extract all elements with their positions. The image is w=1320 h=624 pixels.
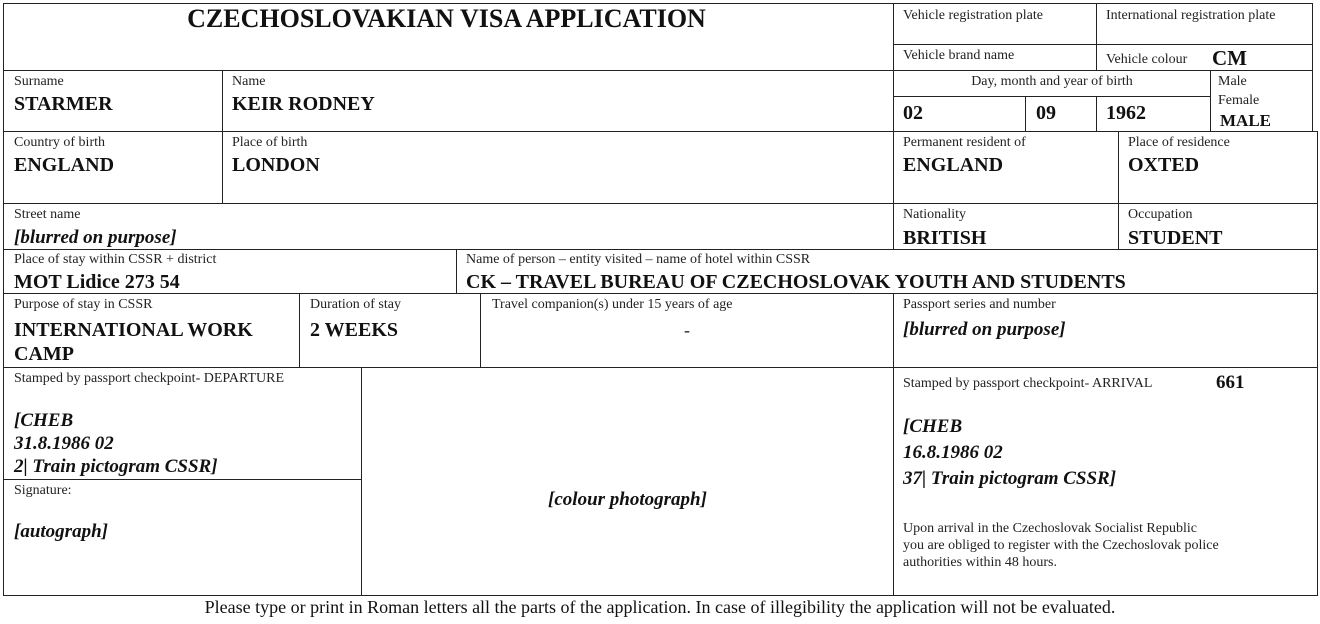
passport-label: Passport series and number: [903, 297, 1056, 312]
street-value: [blurred on purpose]: [14, 227, 177, 248]
photo-cell: [361, 367, 894, 596]
birth-year-value: 1962: [1106, 102, 1146, 124]
street-label: Street name: [14, 207, 81, 222]
sex-male-label: Male: [1218, 74, 1247, 89]
nationality-label: Nationality: [903, 207, 966, 222]
duration-value: 2 WEEKS: [310, 319, 398, 341]
departure-stamp-line3: 2| Train pictogram CSSR]: [14, 456, 218, 477]
signature-value: [autograph]: [14, 521, 108, 542]
birth-date-label: Day, month and year of birth: [971, 74, 1133, 89]
surname-value: STARMER: [14, 93, 113, 115]
departure-stamp-label: Stamped by passport checkpoint- DEPARTURE: [14, 371, 285, 386]
companions-value: -: [684, 320, 690, 340]
arrival-stamp-number: 661: [1216, 372, 1245, 393]
name-value: KEIR RODNEY: [232, 93, 375, 115]
registration-notice-line3: authorities within 48 hours.: [903, 555, 1057, 570]
purpose-value-line1: INTERNATIONAL WORK: [14, 319, 253, 341]
companions-label: Travel companion(s) under 15 years of age: [492, 297, 733, 312]
country-of-birth-label: Country of birth: [14, 135, 105, 150]
permanent-resident-value: ENGLAND: [903, 154, 1004, 176]
arrival-stamp-line2: 16.8.1986 02: [903, 442, 1003, 463]
place-of-stay-value: MOT Lidice 273 54: [14, 271, 180, 293]
arrival-stamp-label: Stamped by passport checkpoint- ARRIVAL: [903, 376, 1153, 391]
passport-value: [blurred on purpose]: [903, 319, 1066, 340]
occupation-value: STUDENT: [1128, 227, 1223, 249]
sex-value: MALE: [1220, 111, 1271, 130]
arrival-stamp-line1: [CHEB: [903, 416, 963, 437]
permanent-resident-label: Permanent resident of: [903, 135, 1026, 150]
name-label: Name: [232, 74, 266, 89]
nationality-value: BRITISH: [903, 227, 987, 249]
place-of-stay-label: Place of stay within CSSR + district: [14, 252, 217, 267]
departure-stamp-line1: [CHEB: [14, 410, 74, 431]
birth-day-value: 02: [903, 102, 923, 124]
person-visited-value: CK – TRAVEL BUREAU OF CZECHOSLOVAK YOUTH AND STUDENTS: [466, 271, 1126, 293]
arrival-stamp-line3: 37| Train pictogram CSSR]: [903, 468, 1117, 489]
duration-label: Duration of stay: [310, 297, 401, 312]
footer-instructions: Please type or print in Roman letters all the parts of the application. In case of illegibility the application will not be evaluated.: [204, 597, 1116, 617]
surname-label: Surname: [14, 74, 64, 89]
place-of-birth-label: Place of birth: [232, 135, 308, 150]
vehicle-reg-plate-label: Vehicle registration plate: [903, 8, 1043, 23]
birth-month-value: 09: [1036, 102, 1056, 124]
registration-notice-line2: you are obliged to register with the Czechoslovak police: [903, 538, 1219, 553]
purpose-label: Purpose of stay in CSSR: [14, 297, 153, 312]
place-of-residence-label: Place of residence: [1128, 135, 1230, 150]
place-of-residence-value: OXTED: [1128, 154, 1200, 176]
registration-notice-line1: Upon arrival in the Czechoslovak Socialist Republic: [903, 521, 1197, 536]
place-of-birth-value: LONDON: [232, 154, 320, 176]
sex-female-label: Female: [1218, 93, 1260, 108]
vehicle-colour-label: Vehicle colour: [1106, 52, 1188, 67]
form-title: CZECHOSLOVAKIAN VISA APPLICATION: [187, 4, 706, 33]
departure-stamp-line2: 31.8.1986 02: [14, 433, 114, 454]
person-visited-label: Name of person – entity visited – name of hotel within CSSR: [466, 252, 811, 267]
intl-plate-label: International registration plate: [1106, 8, 1276, 23]
occupation-label: Occupation: [1128, 207, 1193, 222]
country-of-birth-value: ENGLAND: [14, 154, 115, 176]
vehicle-brand-label: Vehicle brand name: [903, 48, 1015, 63]
purpose-value-line2: CAMP: [14, 343, 74, 365]
vehicle-colour-value: CM: [1212, 46, 1247, 70]
place-of-birth-cell[interactable]: [222, 131, 894, 204]
photo-placeholder: [colour photograph]: [548, 489, 707, 510]
signature-label: Signature:: [14, 483, 72, 498]
